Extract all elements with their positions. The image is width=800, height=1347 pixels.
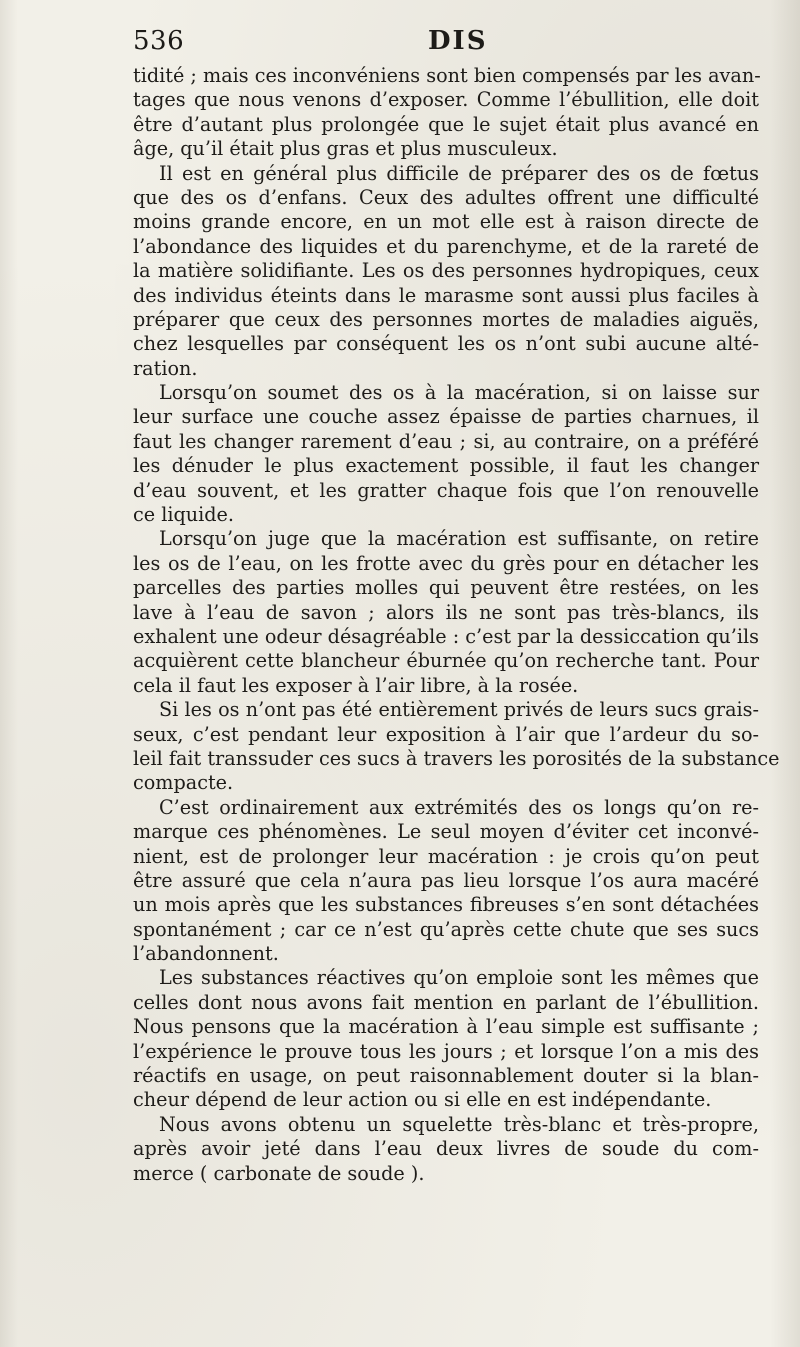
- text-line: spontanément ; car ce n’est qu’après cette chute que ses sucs: [133, 917, 759, 941]
- text-line: âge, qu’il était plus gras et plus musculeux.: [133, 137, 558, 161]
- text-line: Lorsqu’on soumet des os à la macération, si on laisse sur: [159, 381, 759, 405]
- text-line: préparer que ceux des personnes mortes de maladies aiguës,: [133, 307, 759, 331]
- text-line: des individus éteints dans le marasme sont aussi plus faciles à: [133, 283, 759, 307]
- text-line: les dénuder le plus exactement possible, il faut les changer: [133, 454, 759, 478]
- text-line: faut les changer rarement d’eau ; si, au contraire, on a préféré: [133, 429, 759, 453]
- text-line: ce liquide.: [133, 503, 234, 527]
- body-text: [133, 64, 780, 1186]
- text-line: l’abondance des liquides et du parenchyme, et de la rareté de: [133, 234, 759, 258]
- text-line: un mois après que les substances fibreuses s’en sont détachées: [133, 893, 759, 917]
- text-line: Les substances réactives qu’on emploie sont les mêmes que: [159, 966, 759, 990]
- text-line: après avoir jeté dans l’eau deux livres de soude du com-: [133, 1137, 759, 1161]
- text-line: merce ( carbonate de soude ).: [133, 1161, 425, 1185]
- text-line: ration.: [133, 356, 198, 380]
- text-line: marque ces phénomènes. Le seul moyen d’éviter cet inconvé-: [133, 820, 759, 844]
- text-line: acquièrent cette blancheur éburnée qu’on recherche tant. Pour: [133, 649, 759, 673]
- text-line: réactifs en usage, on peut raisonnablement douter si la blan-: [133, 1064, 759, 1088]
- text-line: tidité ; mais ces inconvéniens sont bien compensés par les avan-: [133, 64, 761, 87]
- text-line: leur surface une couche assez épaisse de parties charnues, il: [133, 405, 759, 429]
- text-line: cela il faut les exposer à l’air libre, à la rosée.: [133, 673, 579, 697]
- text-line: la matière solidifiante. Les os des personnes hydropiques, ceux: [133, 259, 759, 283]
- text-line: moins grande encore, en un mot elle est à raison directe de: [133, 210, 759, 234]
- text-line: que des os d’enfans. Ceux des adultes offrent une difficulté: [133, 185, 759, 209]
- text-line: d’eau souvent, et les gratter chaque fois que l’on renouvelle: [133, 478, 759, 502]
- text-line: Lorsqu’on juge que la macération est suffisante, on retire: [159, 527, 759, 551]
- text-line: Nous pensons que la macération à l’eau simple est suffisante ;: [133, 1015, 759, 1039]
- text-line: l’abandonnent.: [133, 942, 279, 966]
- text-line: parcelles des parties molles qui peuvent être restées, on les: [133, 576, 759, 600]
- text-line: chez lesquelles par conséquent les os n’ont subi aucune alté-: [133, 332, 759, 356]
- text-line: celles dont nous avons fait mention en parlant de l’ébullition.: [133, 990, 759, 1014]
- text-line: C’est ordinairement aux extrémités des os longs qu’on re-: [159, 795, 759, 819]
- text-line: tages que nous venons d’exposer. Comme l’ébullition, elle doit: [133, 88, 759, 112]
- text-line: être d’autant plus prolongée que le sujet était plus avancé en: [133, 112, 759, 136]
- text-line: cheur dépend de leur action ou si elle en est indépendante.: [133, 1088, 712, 1112]
- text-line: être assuré que cela n’aura pas lieu lorsque l’os aura macéré: [133, 868, 759, 892]
- page-number: 536: [133, 26, 185, 56]
- text-line: les os de l’eau, on les frotte avec du grès pour en détacher les: [133, 551, 759, 575]
- page-header: [133, 26, 758, 62]
- text-line: compacte.: [133, 771, 234, 795]
- text-line: nient, est de prolonger leur macération : je crois qu’on peut: [133, 844, 759, 868]
- text-line: leil fait transsuder ces sucs à travers les porosités de la substance: [133, 746, 780, 770]
- text-line: lave à l’eau de savon ; alors ils ne sont pas très-blancs, ils: [133, 600, 759, 624]
- running-head: DIS: [428, 26, 488, 56]
- text-line: Nous avons obtenu un squelette très-blanc et très-propre,: [159, 1112, 759, 1136]
- text-line: l’expérience le prouve tous les jours ; et lorsque l’on a mis des: [133, 1039, 759, 1063]
- text-line: Il est en général plus difficile de préparer des os de fœtus: [159, 161, 759, 185]
- text-line: seux, c’est pendant leur exposition à l’air que l’ardeur du so-: [133, 722, 759, 746]
- text-line: Si les os n’ont pas été entièrement privés de leurs sucs grais-: [159, 698, 759, 722]
- text-line: exhalent une odeur désagréable : c’est par la dessiccation qu’ils: [133, 624, 759, 648]
